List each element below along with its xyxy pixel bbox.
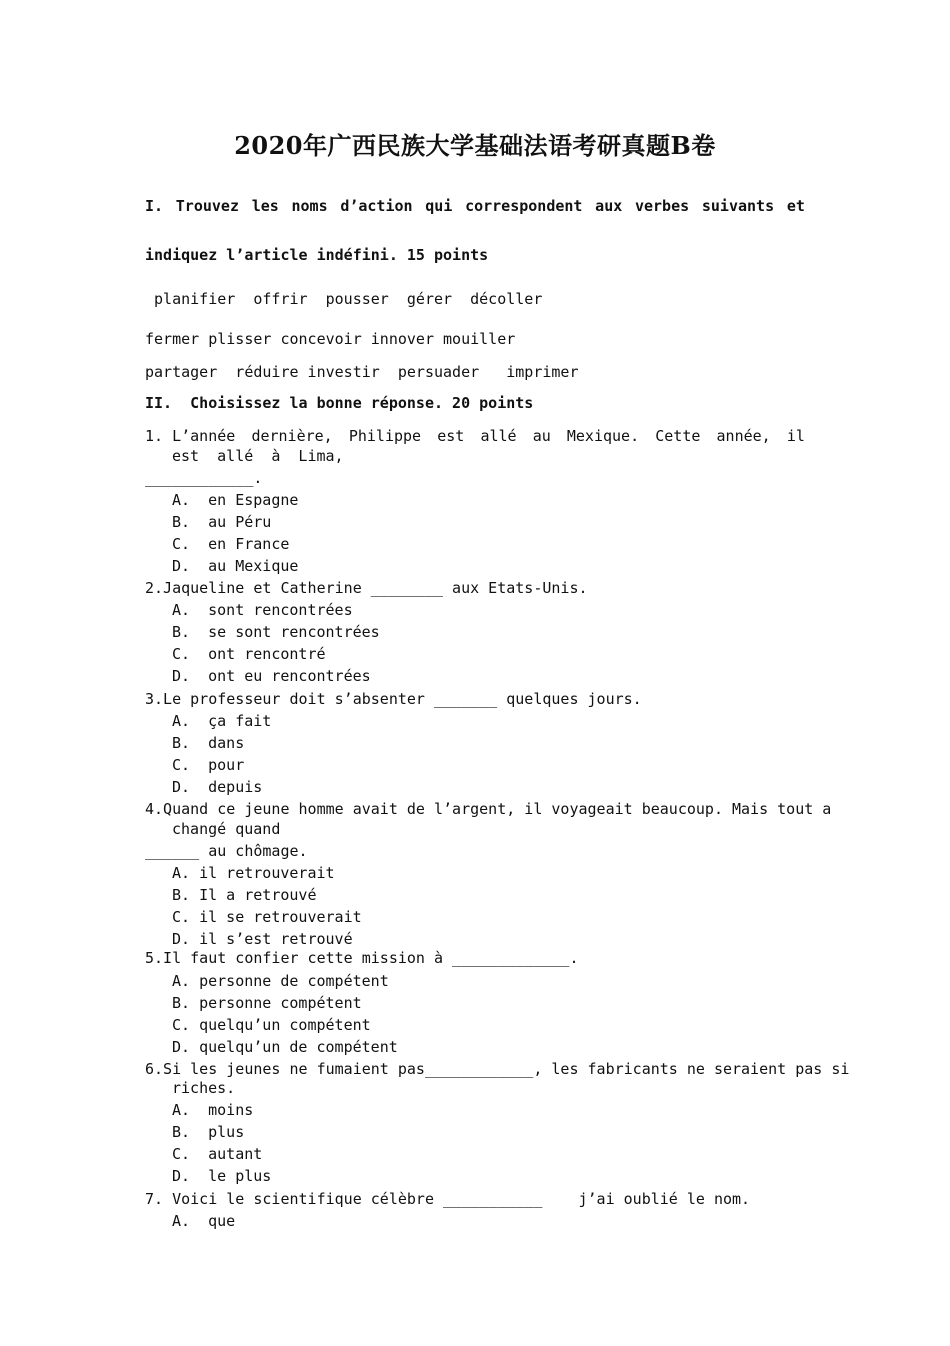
question-3: 3.Le professeur doit s’absenter _______ quelques jours. — [145, 690, 642, 708]
q5-option-a: A. personne de compétent — [172, 972, 389, 990]
question-1-line2: est allé à Lima, — [172, 447, 344, 465]
section1-heading-line2: indiquez l’article indéfini. 15 points — [145, 246, 489, 264]
q5-option-d: D. quelqu’un de compétent — [172, 1038, 398, 1056]
question-7: 7. Voici le scientifique célèbre ___________ j’ai oublié le nom. — [145, 1190, 751, 1208]
question-word: est — [437, 427, 465, 445]
heading-word: les — [251, 197, 279, 215]
question-word: Cette — [655, 427, 701, 445]
question-word: il — [786, 427, 805, 445]
question-5: 5.Il faut confier cette mission à _____________. — [145, 949, 579, 967]
question-4-line1: 4.Quand ce jeune homme avait de l’argent, il voyageait beaucoup. Mais tout a — [145, 800, 832, 818]
heading-word: qui — [425, 197, 453, 215]
q3-option-d: D. depuis — [172, 778, 263, 796]
q5-option-c: C. quelqu’un compétent — [172, 1016, 371, 1034]
question-word: 1. L’année — [145, 427, 236, 445]
q6-option-d: D. le plus — [172, 1167, 272, 1185]
verbs-line-2: fermer plisser concevoir innover mouiller — [145, 330, 516, 348]
q3-option-c: C. pour — [172, 756, 245, 774]
q2-option-a: A. sont rencontrées — [172, 601, 353, 619]
question-word: dernière, — [251, 427, 333, 445]
q1-option-c: C. en France — [172, 535, 290, 553]
section2-heading: II. Choisissez la bonne réponse. 20 points — [145, 394, 534, 412]
verbs-line-3: partager réduire investir persuader imprimer — [145, 363, 579, 381]
question-4-blank: ______ au chômage. — [145, 842, 308, 860]
heading-word: d’action — [340, 197, 413, 215]
q4-option-a: A. il retrouverait — [172, 864, 335, 882]
question-word: allé — [480, 427, 517, 445]
heading-word: aux — [595, 197, 623, 215]
question-6-line1: 6.Si les jeunes ne fumaient pas____________, les fabricants ne seraient pas si — [145, 1060, 850, 1078]
q6-option-b: B. plus — [172, 1123, 245, 1141]
question-4-line2: changé quand — [172, 820, 281, 838]
q7-option-a: A. que — [172, 1212, 236, 1230]
question-word: Mexique. — [566, 427, 640, 445]
heading-word: et — [786, 197, 805, 215]
q2-option-b: B. se sont rencontrées — [172, 623, 380, 641]
section1-heading — [145, 196, 805, 216]
q4-option-c: C. il se retrouverait — [172, 908, 362, 926]
question-word: année, — [716, 427, 771, 445]
heading-word: verbes — [634, 197, 690, 215]
q1-option-d: D. au Mexique — [172, 557, 299, 575]
q2-option-c: C. ont rencontré — [172, 645, 326, 663]
q3-option-a: A. ça fait — [172, 712, 272, 730]
verbs-line-1: planifier offrir pousser gérer décoller — [145, 290, 543, 308]
q4-option-d: D. il s’est retrouvé — [172, 930, 353, 948]
q4-option-b: B. Il a retrouvé — [172, 886, 317, 904]
q2-option-d: D. ont eu rencontrées — [172, 667, 371, 685]
heading-word: Trouvez — [175, 197, 239, 215]
heading-word: noms — [291, 197, 328, 215]
q1-option-a: A. en Espagne — [172, 491, 299, 509]
heading-word: I. — [145, 197, 164, 215]
q6-option-a: A. moins — [172, 1101, 254, 1119]
question-1-line1 — [145, 426, 805, 446]
page-title: 2020年广西民族大学基础法语考研真题B卷 — [234, 131, 716, 160]
q3-option-b: B. dans — [172, 734, 245, 752]
heading-word: correspondent — [465, 197, 583, 215]
q5-option-b: B. personne compétent — [172, 994, 362, 1012]
question-word: au — [532, 427, 551, 445]
question-2: 2.Jaqueline et Catherine ________ aux Etats-Unis. — [145, 579, 588, 597]
question-6-line2: riches. — [172, 1079, 236, 1097]
heading-word: suivants — [701, 197, 775, 215]
question-word: Philippe — [348, 427, 422, 445]
q1-option-b: B. au Péru — [172, 513, 272, 531]
q6-option-c: C. autant — [172, 1145, 263, 1163]
question-1-blank: ____________. — [145, 469, 263, 487]
